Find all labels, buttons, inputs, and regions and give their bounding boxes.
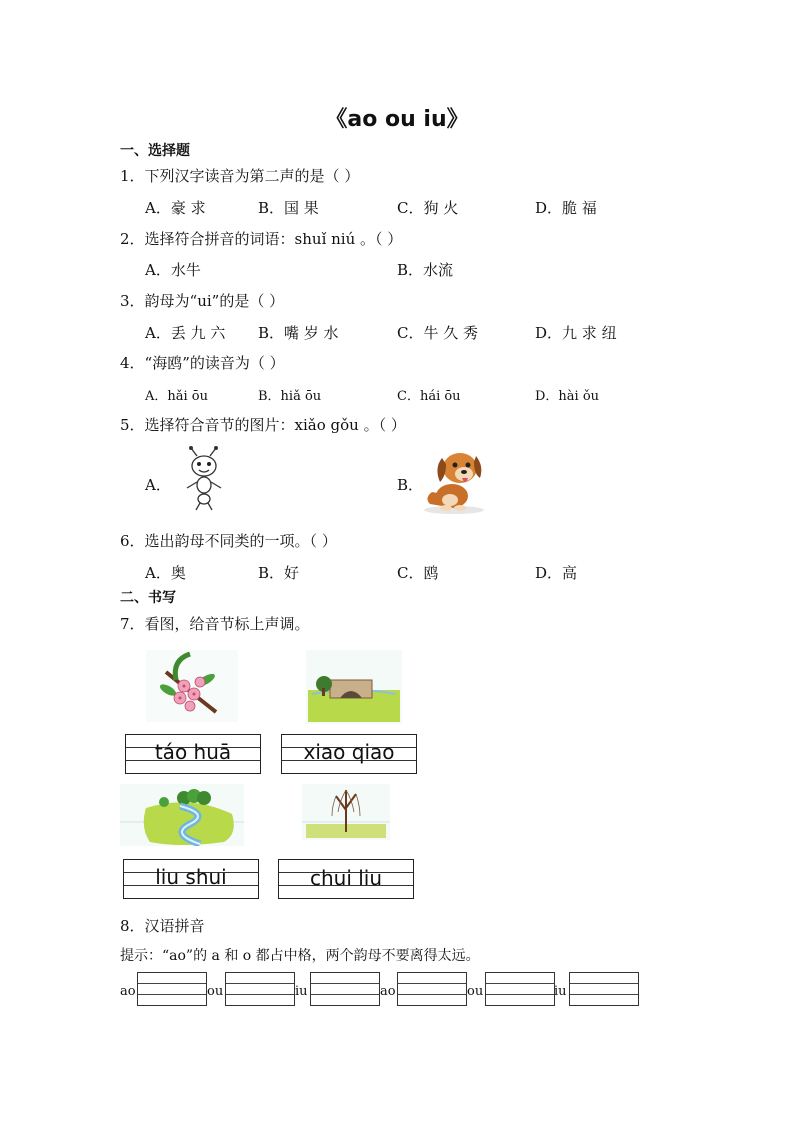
practice-label-ao: ao — [120, 984, 136, 999]
question-4-option-b[interactable]: B．hiǎ ōu — [258, 389, 322, 404]
peach-blossom-icon — [146, 650, 238, 722]
pinyin-word: liu shui — [155, 865, 227, 889]
flowing-water-icon — [120, 784, 244, 846]
practice-label-iu: iu — [295, 984, 308, 999]
pinyin-box-liu-shui[interactable] — [123, 859, 259, 899]
practice-label-ao: ao — [380, 984, 396, 999]
question-4-option-c[interactable]: C．hái ōu — [397, 389, 461, 404]
question-8-stem: 8．汉语拼音 — [120, 917, 205, 935]
question-7-stem: 7．看图，给音节标上声调。 — [120, 615, 310, 633]
question-5-option-a[interactable]: A． — [145, 476, 171, 494]
pinyin-box-tao-hua[interactable] — [125, 734, 261, 774]
practice-writing-box[interactable] — [485, 972, 555, 1006]
question-3-option-d[interactable]: D．九 求 纽 — [535, 324, 617, 342]
question-4-stem: 4．“海鸥”的读音为（ ） — [120, 354, 285, 372]
pinyin-box-xiao-qiao[interactable] — [281, 734, 417, 774]
ant-cartoon-icon[interactable] — [180, 446, 228, 512]
section-heading-choice: 一、选择题 — [120, 143, 190, 159]
practice-writing-box[interactable] — [137, 972, 207, 1006]
small-bridge-icon — [306, 650, 402, 724]
question-3-option-a[interactable]: A．丢 九 六 — [145, 324, 226, 342]
question-2-stem: 2．选择符合拼音的词语：shuǐ niú 。（ ） — [120, 230, 403, 248]
question-8-hint: 提示：“ao”的 a 和 o 都占中格，两个韵母不要离得太远。 — [120, 948, 480, 964]
pinyin-word: chui liu — [309, 866, 383, 890]
question-4-option-a[interactable]: A．hǎi ōu — [145, 389, 209, 404]
page-title: 《ao ou iu》 — [325, 107, 469, 132]
puppy-cartoon-icon[interactable] — [420, 446, 488, 516]
practice-writing-box[interactable] — [310, 972, 380, 1006]
pinyin-box-chui-liu[interactable] — [278, 859, 414, 899]
question-1-option-c[interactable]: C．狗 火 — [397, 199, 459, 217]
willow-tree-icon — [302, 784, 390, 840]
question-1-stem: 1．下列汉字读音为第二声的是（ ） — [120, 167, 360, 185]
question-6-option-a[interactable]: A．奥 — [145, 564, 186, 582]
practice-writing-box[interactable] — [569, 972, 639, 1006]
pinyin-word: táo huā — [154, 740, 232, 764]
practice-writing-box[interactable] — [397, 972, 467, 1006]
question-6-option-b[interactable]: B．好 — [258, 564, 300, 582]
question-5-option-b[interactable]: B． — [397, 476, 424, 494]
question-3-stem: 3．韵母为“ui”的是（ ） — [120, 292, 285, 310]
question-3-option-c[interactable]: C．牛 久 秀 — [397, 324, 479, 342]
pinyin-word: xiao qiao — [303, 740, 395, 764]
question-2-option-b[interactable]: B．水流 — [397, 261, 454, 279]
question-1-option-d[interactable]: D．脆 福 — [535, 199, 597, 217]
question-6-option-c[interactable]: C．鸥 — [397, 564, 439, 582]
question-6-option-d[interactable]: D．高 — [535, 564, 578, 582]
question-3-option-b[interactable]: B．嘴 岁 水 — [258, 324, 339, 342]
practice-writing-box[interactable] — [225, 972, 295, 1006]
question-1-option-a[interactable]: A．豪 求 — [145, 199, 206, 217]
question-1-option-b[interactable]: B．国 果 — [258, 199, 319, 217]
question-5-stem: 5．选择符合音节的图片：xiǎo gǒu 。（ ） — [120, 416, 406, 434]
section-heading-writing: 二、书写 — [120, 590, 176, 606]
question-4-option-d[interactable]: D．hài ǒu — [535, 389, 600, 404]
question-6-stem: 6．选出韵母不同类的一项。（ ） — [120, 532, 337, 550]
question-2-option-a[interactable]: A．水牛 — [145, 261, 201, 279]
practice-label-iu: iu — [554, 984, 567, 999]
practice-label-ou: ou — [467, 984, 484, 999]
practice-label-ou: ou — [207, 984, 224, 999]
